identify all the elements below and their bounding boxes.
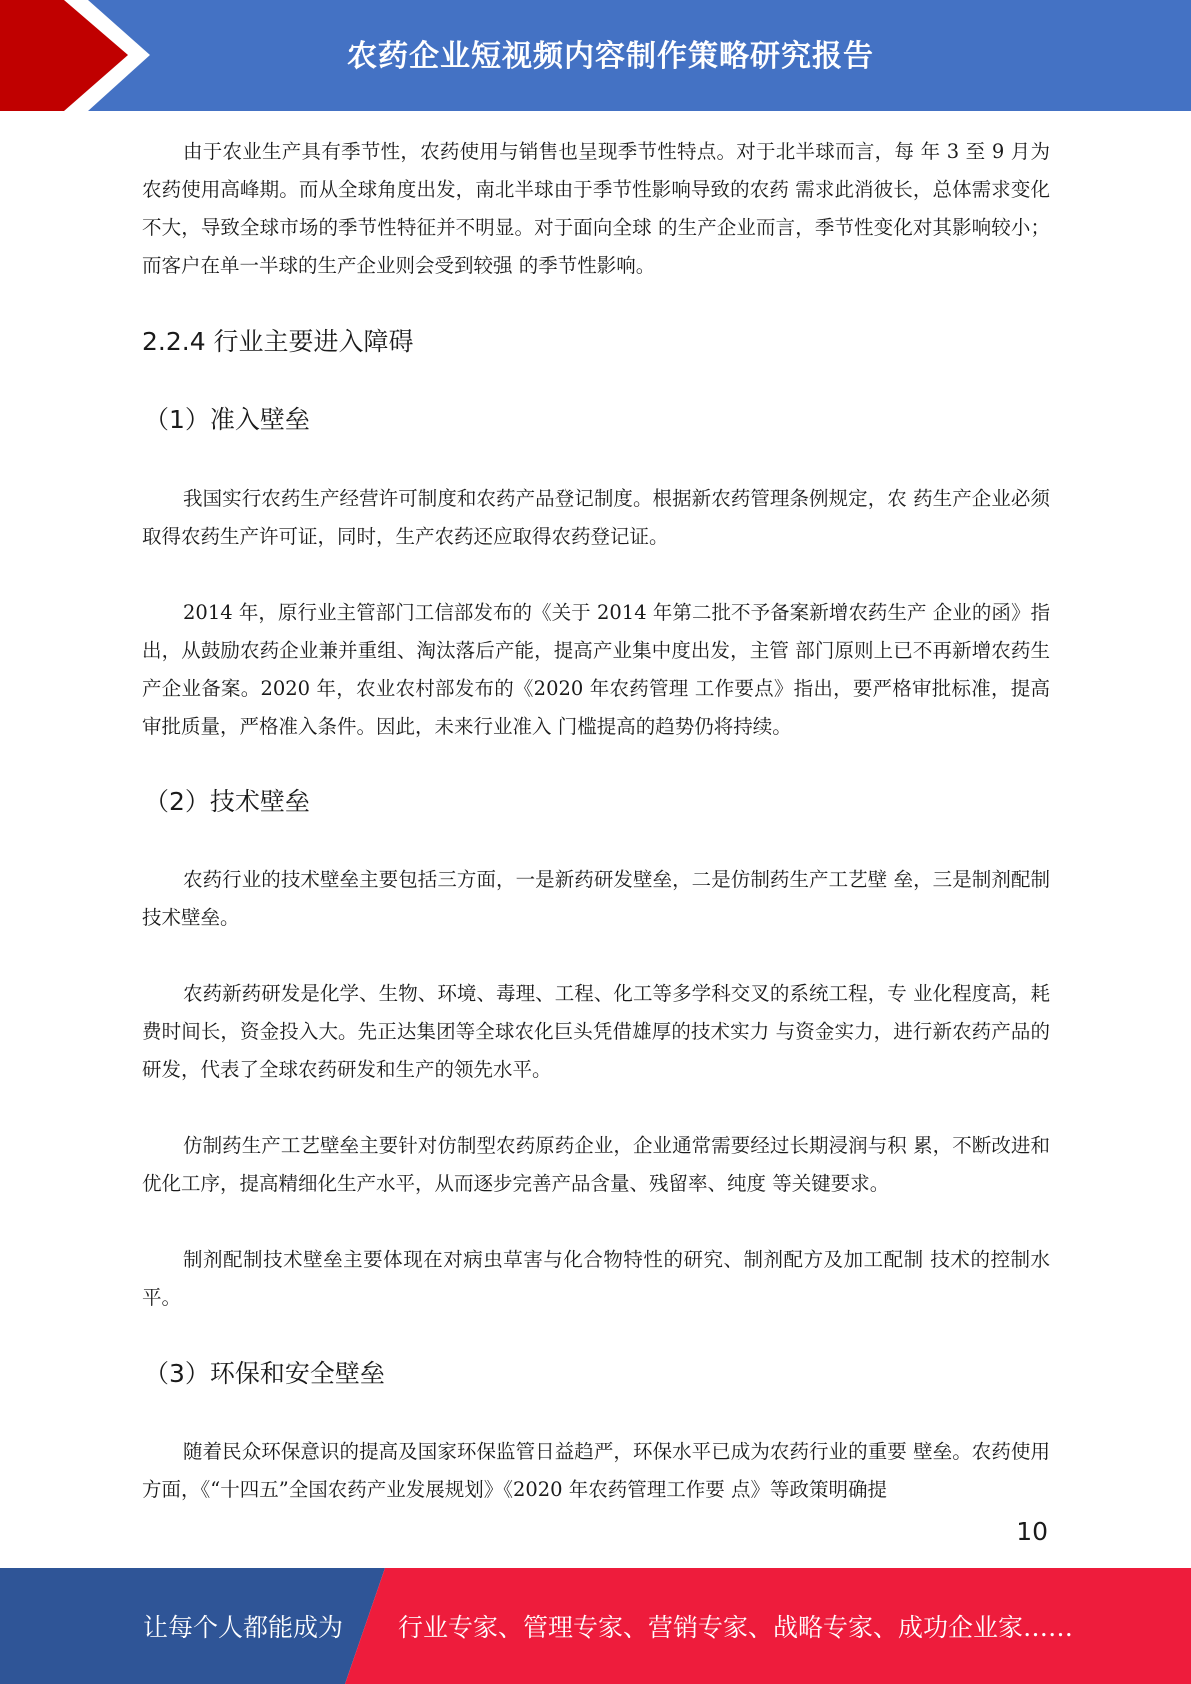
subheading-access-barrier: （1）准入壁垒 <box>144 405 310 434</box>
paragraph-new-drug-rd: 农药新药研发是化学、生物、环境、毒理、工程、化工等多学科交叉的系统工程，专 业化程度高，耗费时间长，资金投入大。先正达集团等全球农化巨头凭借雄厚的技术实力 与资金实力，进行新农药产品的研发，代表了全球农药研发和生产的领先水平。 <box>142 982 1050 1081</box>
subheading-env-safety-barrier: （3）环保和安全壁垒 <box>144 1359 385 1388</box>
page-footer <box>0 1568 1191 1684</box>
footer-slogan-right: 行业专家、管理专家、营销专家、战略专家、成功企业家…… <box>398 1613 1074 1642</box>
paragraph-license-system: 我国实行农药生产经营许可制度和农药产品登记制度。根据新农药管理条例规定，农 药生产企业必须取得农药生产许可证，同时，生产农药还应取得农药登记证。 <box>142 487 1050 548</box>
report-title: 农药企业短视频内容制作策略研究报告 <box>347 38 874 74</box>
section-heading: 2.2.4 行业主要进入障碍 <box>142 327 414 356</box>
page-header <box>0 0 1191 111</box>
paragraph-env-protection: 随着民众环保意识的提高及国家环保监管日益趋严，环保水平已成为农药行业的重要 壁垒。农药使用方面，《“十四五”全国农药产业发展规划》《2020 年农药管理工作要 点》等政策明确提 <box>142 1440 1050 1501</box>
page-number: 10 <box>1016 1517 1048 1546</box>
paragraph-generic-process: 仿制药生产工艺壁垒主要针对仿制型农药原药企业，企业通常需要经过长期浸润与积 累，不断改进和优化工序，提高精细化生产水平，从而逐步完善产品含量、残留率、纯度 等关键要求。 <box>142 1134 1050 1195</box>
footer-slogan-left: 让每个人都能成为 <box>143 1613 344 1642</box>
paragraph-formulation: 制剂配制技术壁垒主要体现在对病虫草害与化合物特性的研究、制剂配方及加工配制 技术的控制水平。 <box>142 1248 1050 1309</box>
paragraph-policy-2014-2020: 2014 年，原行业主管部门工信部发布的《关于 2014 年第二批不予备案新增农药生产 企业的函》指出，从鼓励农药企业兼并重组、淘汰落后产能，提高产业集中度出发，主管 部门原则上已不再新增农药生产企业备案。2020 年，农业农村部发布的《2020 年农药管理 工作要点》指出，要严格审批标准，提高审批质量，严格准入条件。因此，未来行业准入 门槛提高的趋势仍将持续。 <box>142 601 1050 738</box>
subheading-technical-barrier: （2）技术壁垒 <box>144 787 310 816</box>
paragraph-seasonality: 由于农业生产具有季节性，农药使用与销售也呈现季节性特点。对于北半球而言，每 年 3 至 9 月为农药使用高峰期。而从全球角度出发，南北半球由于季节性影响导致的农药 需求此消彼长，总体需求变化不大，导致全球市场的季节性特征并不明显。对于面向全球 的生产企业而言，季节性变化对其影响较小；而客户在单一半球的生产企业则会受到较强 的季节性影响。 <box>142 140 1050 277</box>
paragraph-tech-overview: 农药行业的技术壁垒主要包括三方面，一是新药研发壁垒，二是仿制药生产工艺壁 垒，三是制剂配制技术壁垒。 <box>142 868 1050 929</box>
